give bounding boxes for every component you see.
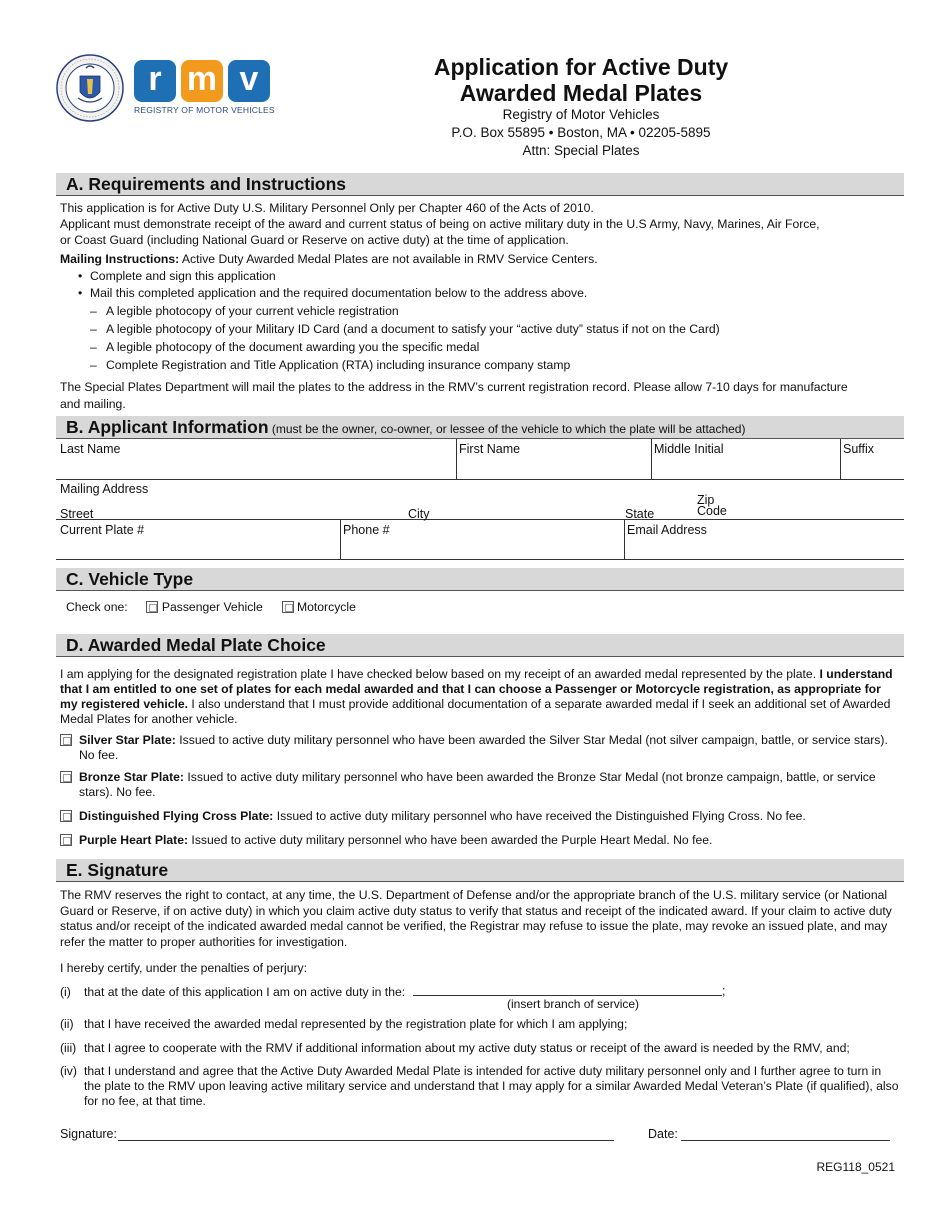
cert-item-iv bbox=[60, 1064, 900, 1109]
divider bbox=[56, 519, 904, 520]
section-a-intro bbox=[60, 200, 900, 248]
section-b-note: (must be the owner, co-owner, or lessee of the vehicle to which the plate will be attached) bbox=[268, 422, 746, 436]
state-seal-icon bbox=[56, 54, 124, 122]
intro-line-3: or Coast Guard (including National Guard or Reserve on active duty) at the time of application. bbox=[60, 233, 569, 247]
section-d-heading: D. Awarded Medal Plate Choice bbox=[56, 634, 904, 657]
suffix-field[interactable] bbox=[843, 441, 901, 477]
purple-heart-checkbox[interactable] bbox=[60, 834, 72, 846]
form-title-line1: Application for Active Duty bbox=[433, 54, 729, 80]
divider bbox=[840, 439, 841, 479]
check-one-label: Check one: bbox=[66, 600, 128, 614]
email-label: Email Address bbox=[627, 523, 707, 537]
motorcycle-label: Motorcycle bbox=[296, 600, 356, 614]
cert-item-iii bbox=[60, 1041, 900, 1056]
choice-flying-cross bbox=[60, 809, 900, 824]
divider bbox=[56, 559, 904, 560]
doc-registration: – A legible photocopy of your current vehicle registration bbox=[74, 302, 894, 320]
closing-line-2: and mailing. bbox=[60, 397, 126, 411]
silver-star-checkbox[interactable] bbox=[60, 734, 72, 746]
section-b-heading bbox=[56, 416, 904, 439]
certify-statement: I hereby certify, under the penalties of perjury: bbox=[60, 961, 308, 975]
cert-num-iii: (iii) bbox=[60, 1041, 77, 1055]
mailing-closing bbox=[60, 379, 900, 413]
choice-silver-star bbox=[60, 733, 900, 763]
cert-num-i: (i) bbox=[60, 985, 71, 999]
purple-heart-name: Purple Heart Plate: bbox=[79, 833, 189, 847]
signature-label: Signature: bbox=[60, 1127, 117, 1141]
cert-text-iii: that I agree to cooperate with the RMV if additional information about my active duty status or receipt of the award is needed by the RMV, and; bbox=[84, 1041, 850, 1055]
verification-paragraph: The RMV reserves the right to contact, at any time, the U.S. Department of Defense and/or the appropriate branch of the U.S. military service (or National Guard or Reserve, if on active duty) in which you claim active duty status to verify that status and receipt of the indicated award. If your claim to active duty status and/or receipt of the indicated awarded medal cannot be verified, the Registrar may refuse to issue the plate, may revoke an issued plate, and may refer the matter to proper authorities for investigation. bbox=[60, 888, 892, 949]
email-field[interactable] bbox=[627, 522, 901, 557]
cert-num-iv: (iv) bbox=[60, 1064, 77, 1078]
bronze-star-desc: Issued to active duty military personnel who have been awarded the Bronze Star Medal (not bronze campaign, battle, or service stars). No fee. bbox=[79, 770, 876, 799]
cert-text-ii: that I have received the awarded medal represented by the registration plate for which I am applying; bbox=[84, 1017, 628, 1031]
intro-plain-2: I also understand that I must provide additional documentation of a separate awarded medal if I seek an additional set of Awarded Medal Plates for another vehicle. bbox=[60, 697, 891, 726]
flying-cross-checkbox[interactable] bbox=[60, 810, 72, 822]
cert-text-i: that at the date of this application I am on active duty in the: bbox=[84, 985, 406, 999]
current-plate-field[interactable] bbox=[60, 522, 336, 557]
divider bbox=[624, 519, 625, 559]
logo-letter-v: v bbox=[228, 60, 270, 102]
date-label: Date: bbox=[648, 1127, 678, 1141]
divider bbox=[456, 439, 457, 479]
zip-label-line1: Zip bbox=[697, 493, 715, 507]
state-field[interactable] bbox=[625, 506, 685, 519]
purple-heart-desc: Issued to active duty military personnel who have been awarded the Purple Heart Medal. No fee. bbox=[188, 833, 713, 847]
logo-letter-m: m bbox=[181, 60, 223, 102]
silver-star-desc: Issued to active duty military personnel who have been awarded the Silver Star Medal (not silver campaign, battle, or service stars). No fee. bbox=[79, 733, 888, 762]
section-c-heading: C. Vehicle Type bbox=[56, 568, 904, 591]
first-name-field[interactable] bbox=[459, 441, 647, 477]
attention-line: Attn: Special Plates bbox=[522, 143, 640, 158]
middle-initial-label: Middle Initial bbox=[654, 442, 724, 456]
date-field[interactable] bbox=[681, 1126, 890, 1141]
zip-label-line2: Code bbox=[697, 504, 727, 518]
city-label: City bbox=[408, 507, 430, 521]
rmv-logo bbox=[134, 60, 274, 116]
street-field[interactable] bbox=[60, 506, 400, 519]
divider bbox=[56, 479, 904, 480]
agency-name: Registry of Motor Vehicles bbox=[502, 107, 660, 122]
city-field[interactable] bbox=[408, 506, 608, 519]
form-number: REG118_0521 bbox=[816, 1160, 895, 1174]
required-documents bbox=[74, 302, 894, 374]
mailing-address-label: Mailing Address bbox=[60, 482, 149, 496]
intro-plain-1: I am applying for the designated registration plate I have checked below based on my receipt of an awarded medal represented by the plate. bbox=[60, 667, 820, 681]
flying-cross-desc: Issued to active duty military personnel who have received the Distinguished Flying Cross. No fee. bbox=[273, 809, 806, 823]
doc-military-id: – A legible photocopy of your Military ID Card (and a document to satisfy your “active duty” status if not on the Card) bbox=[74, 320, 894, 338]
choice-purple-heart bbox=[60, 833, 900, 848]
last-name-field[interactable] bbox=[60, 441, 452, 477]
bullet-complete-sign: • Complete and sign this application bbox=[74, 268, 894, 285]
title-block bbox=[356, 54, 806, 160]
section-a-heading: A. Requirements and Instructions bbox=[56, 173, 904, 196]
bronze-star-name: Bronze Star Plate: bbox=[79, 770, 184, 784]
current-plate-label: Current Plate # bbox=[60, 523, 145, 537]
mailing-address: P.O. Box 55895 • Boston, MA • 02205-5895 bbox=[451, 125, 711, 140]
intro-bold: I understand that I am entitled to one set of plates for each medal awarded and that I can choose a Passenger or Motorcycle registration, as appropriate for my registered vehicle. bbox=[60, 667, 893, 711]
phone-label: Phone # bbox=[343, 523, 390, 537]
section-e-heading: E. Signature bbox=[56, 859, 904, 882]
phone-field[interactable] bbox=[343, 522, 621, 557]
section-b-title: B. Applicant Information bbox=[66, 417, 269, 437]
closing-line-1: The Special Plates Department will mail the plates to the address in the RMV’s current registration record. Please allow 7-10 days for manufacture bbox=[60, 380, 848, 394]
divider bbox=[651, 439, 652, 479]
mailing-instructions bbox=[60, 252, 900, 268]
logo-tagline: REGISTRY OF MOTOR VEHICLES bbox=[134, 105, 275, 115]
passenger-vehicle-checkbox[interactable] bbox=[146, 601, 158, 613]
signature-field[interactable] bbox=[118, 1126, 614, 1141]
zip-code-field[interactable] bbox=[697, 495, 727, 517]
bronze-star-checkbox[interactable] bbox=[60, 771, 72, 783]
suffix-label: Suffix bbox=[843, 442, 875, 456]
intro-line-2: Applicant must demonstrate receipt of the award and current status of being on active military duty in the U.S Army, Navy, Marines, Air Force, bbox=[60, 217, 820, 231]
mailing-label: Mailing Instructions: bbox=[60, 252, 180, 266]
state-label: State bbox=[625, 507, 655, 521]
first-name-label: First Name bbox=[459, 442, 521, 456]
signature-row bbox=[60, 1126, 900, 1144]
mailing-text: Active Duty Awarded Medal Plates are not available in RMV Service Centers. bbox=[179, 252, 598, 266]
header bbox=[56, 52, 896, 162]
doc-rta: – Complete Registration and Title Application (RTA) including insurance company stamp bbox=[74, 356, 894, 374]
vehicle-type-row bbox=[66, 600, 906, 616]
cert-item-ii bbox=[60, 1017, 900, 1032]
street-label: Street bbox=[60, 507, 94, 521]
cert-num-ii: (ii) bbox=[60, 1017, 74, 1031]
branch-of-service-field[interactable] bbox=[413, 981, 722, 996]
flying-cross-name: Distinguished Flying Cross Plate: bbox=[79, 809, 274, 823]
bullet-list bbox=[74, 268, 894, 302]
silver-star-name: Silver Star Plate: bbox=[79, 733, 176, 747]
doc-medal-award: – A legible photocopy of the document awarding you the specific medal bbox=[74, 338, 894, 356]
cert-text-iv: that I understand and agree that the Active Duty Awarded Medal Plate is intended for active duty military personnel only and I further agree to turn in the plate to the RMV upon leaving active military service and understand that I may apply for a similar Awarded Medal Veteran’s Plate (if qualified), also for no fee, at that time. bbox=[84, 1064, 899, 1108]
branch-hint: (insert branch of service) bbox=[507, 997, 640, 1011]
choice-bronze-star bbox=[60, 770, 900, 800]
logo-letter-r: r bbox=[134, 60, 176, 102]
middle-initial-field[interactable] bbox=[654, 441, 837, 477]
section-d-intro bbox=[60, 667, 900, 727]
motorcycle-checkbox[interactable] bbox=[282, 601, 294, 613]
divider bbox=[340, 519, 341, 559]
intro-line-1: This application is for Active Duty U.S. Military Personnel Only per Chapter 460 of the Acts of 2010. bbox=[60, 201, 594, 215]
bullet-mail-documents: • Mail this completed application and the required documentation below to the address above. bbox=[74, 285, 894, 302]
last-name-label: Last Name bbox=[60, 442, 121, 456]
semicolon: ; bbox=[722, 984, 726, 998]
form-title-line2: Awarded Medal Plates bbox=[459, 80, 703, 106]
passenger-vehicle-label: Passenger Vehicle bbox=[161, 600, 263, 614]
